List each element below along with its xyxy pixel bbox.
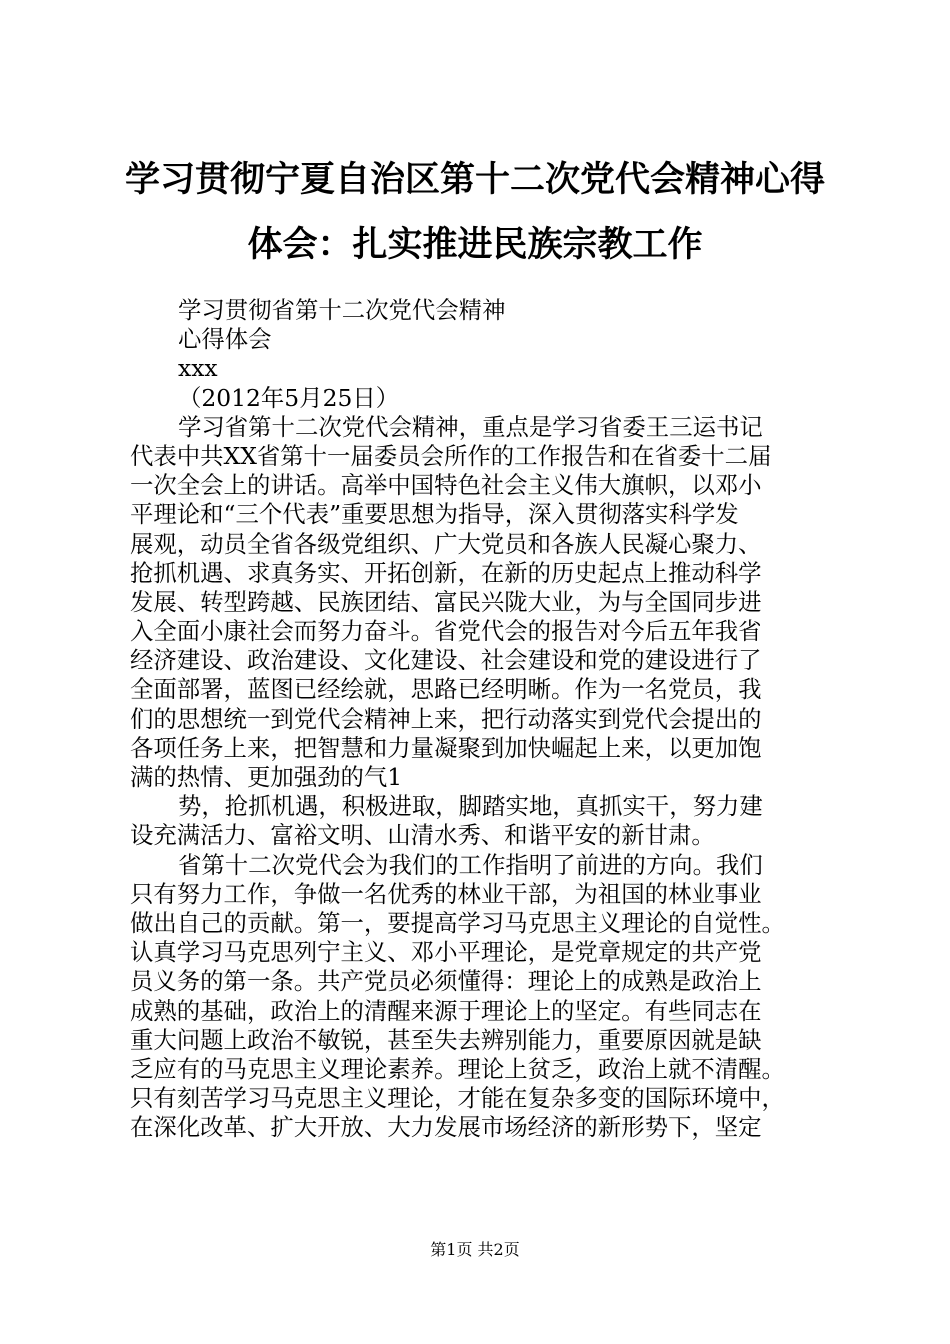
text-line: 学习贯彻省第十二次党代会精神 — [178, 296, 506, 324]
text-line: 做出自己的贡献。第一，要提高学习马克思主义理论的自觉性。 — [130, 908, 785, 937]
text-line: 一次全会上的讲话。高举中国特色社会主义伟大旗帜，以邓小 — [130, 471, 762, 500]
text-line: 入全面小康社会而努力奋斗。省党代会的报告对今后五年我省 — [130, 617, 762, 646]
document-body — [130, 296, 830, 1142]
text-line: 抢抓机遇、求真务实、开拓创新，在新的历史起点上推动科学 — [130, 558, 762, 587]
text-line: 学习省第十二次党代会精神，重点是学习省委王三运书记 — [178, 412, 763, 441]
text-line: 只有努力工作，争做一名优秀的林业干部，为祖国的林业事业 — [130, 879, 762, 908]
text-line: 发展、转型跨越、民族团结、富民兴陇大业，为与全国同步进 — [130, 587, 762, 616]
text-line: 认真学习马克思列宁主义、邓小平理论，是党章规定的共产党 — [130, 938, 762, 967]
text-line: 代表中共XX省第十一届委员会所作的工作报告和在省委十二届 — [130, 441, 772, 470]
page-footer: 第1页 共2页 — [430, 1240, 520, 1259]
text-line: 各项任务上来，把智慧和力量凝聚到加快崛起上来，以更加饱 — [130, 733, 762, 762]
text-line: 重大问题上政治不敏锐，甚至失去辨别能力，重要原因就是缺 — [130, 1025, 762, 1054]
text-line: 满的热情、更加强劲的气1 — [130, 763, 403, 791]
text-line: 经济建设、政治建设、文化建设、社会建设和党的建设进行了 — [130, 646, 762, 675]
text-line: 展观，动员全省各级党组织、广大党员和各族人民凝心聚力、 — [130, 529, 762, 558]
text-line: 省第十二次党代会为我们的工作指明了前进的方向。我们 — [178, 850, 763, 879]
text-line: 员义务的第一条。共产党员必须懂得：理论上的成熟是政治上 — [130, 967, 762, 996]
text-line: 乏应有的马克思主义理论素养。理论上贫乏，政治上就不清醒。 — [130, 1054, 785, 1083]
document-title-line-2: 体会：扎实推进民族宗教工作 — [247, 225, 703, 265]
text-line: 成熟的基础，政治上的清醒来源于理论上的坚定。有些同志在 — [130, 996, 762, 1025]
text-line: （2012年5月25日） — [178, 383, 400, 412]
text-line: 们的思想统一到党代会精神上来，把行动落实到党代会提出的 — [130, 704, 762, 733]
text-line: 势，抢抓机遇，积极进取，脚踏实地，真抓实干，努力建 — [178, 792, 763, 821]
text-line: 只有刻苦学习马克思主义理论，才能在复杂多变的国际环境中， — [130, 1084, 785, 1113]
document-title-line-1: 学习贯彻宁夏自治区第十二次党代会精神心得 — [124, 160, 825, 200]
text-line: 全面部署，蓝图已经绘就，思路已经明晰。作为一名党员，我 — [130, 675, 762, 704]
text-line: xxx — [178, 354, 218, 383]
text-line: 设充满活力、富裕文明、山清水秀、和谐平安的新甘肃。 — [130, 821, 715, 850]
text-line: 心得体会 — [178, 325, 272, 354]
text-line: 在深化改革、扩大开放、大力发展市场经济的新形势下，坚定 — [130, 1113, 762, 1142]
text-line: 平理论和“三个代表”重要思想为指导，深入贯彻落实科学发 — [130, 500, 739, 529]
